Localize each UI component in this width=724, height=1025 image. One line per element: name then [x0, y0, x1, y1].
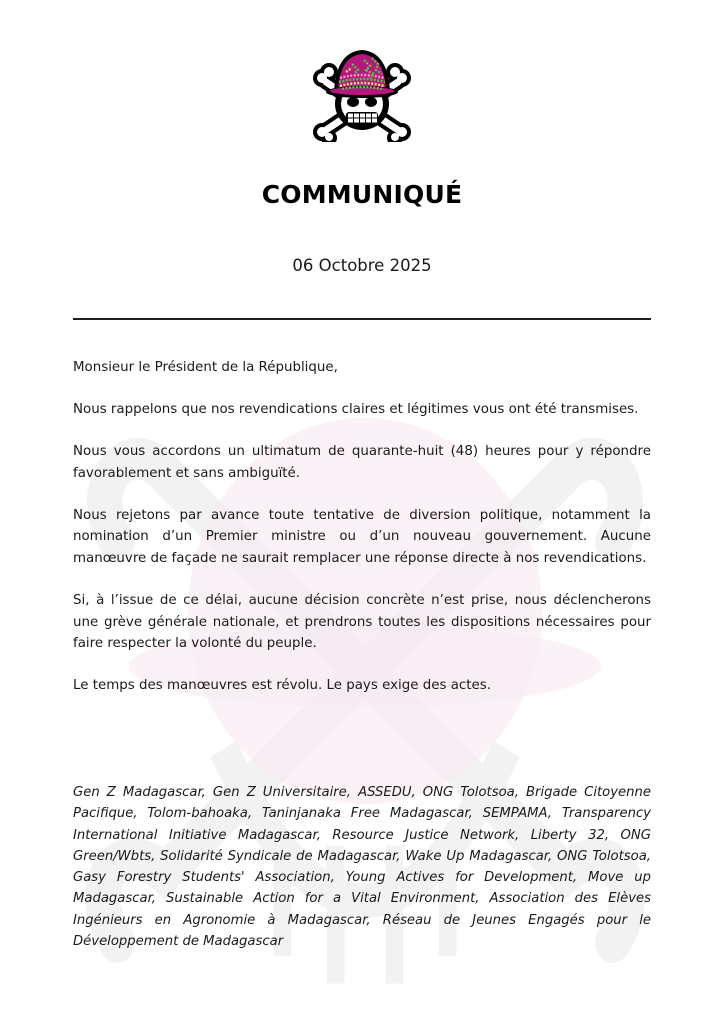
letter-body	[73, 357, 651, 718]
signatories-list: Gen Z Madagascar, Gen Z Universitaire, ASSEDU, ONG Tolotsoa, Brigade Citoyenne Pacifique, Tolom-bahoaka, Taninjanaka Free Madagascar, SEMPAMA, Transparency International Initiative Madagascar, Resource Justice Network, Liberty 32, ONG Green/Wbts, Solidarité Syndicale de Madagascar, Wake Up Madagascar, ONG Tolotsoa, Gasy Forestry Students' Association, Young Actives for Development, Move up Madagascar, Sustainable Action for a Vital Environment, Association des Elèves Ingénieurs en Agronomie à Madagascar, Réseau de Jeunes Engagés pour le Développement de Madagascar	[73, 785, 651, 950]
paragraph: Nous rappelons que nos revendications claires et légitimes vous ont été transmises.	[73, 402, 639, 418]
paragraph: Le temps des manœuvres est révolu. Le pays exige des actes.	[73, 678, 491, 694]
document-date: 06 Octobre 2025	[292, 256, 432, 275]
paragraph: Nous vous accordons un ultimatum de quarante-huit (48) heures pour y répondre favorablement et sans ambiguïté.	[73, 444, 651, 481]
knitted-hat-icon	[326, 50, 398, 98]
salutation: Monsieur le Président de la République,	[73, 360, 338, 375]
horizontal-divider	[73, 318, 651, 320]
straw-hat-skull-logo	[312, 42, 412, 142]
document-title: COMMUNIQUÉ	[261, 180, 463, 209]
paragraph: Nous rejetons par avance toute tentative de diversion politique, notamment la nomination d’un Premier ministre ou d’un nouveau gouvernement. Aucune manœuvre de façade ne saurait remplacer une réponse directe à nos revendications.	[73, 507, 651, 567]
paragraph: Si, à l’issue de ce délai, aucune décision concrète n’est prise, nous déclencherons une grève générale nationale, et prendrons toutes les dispositions nécessaires pour faire respecter la volonté du peuple.	[73, 593, 651, 652]
